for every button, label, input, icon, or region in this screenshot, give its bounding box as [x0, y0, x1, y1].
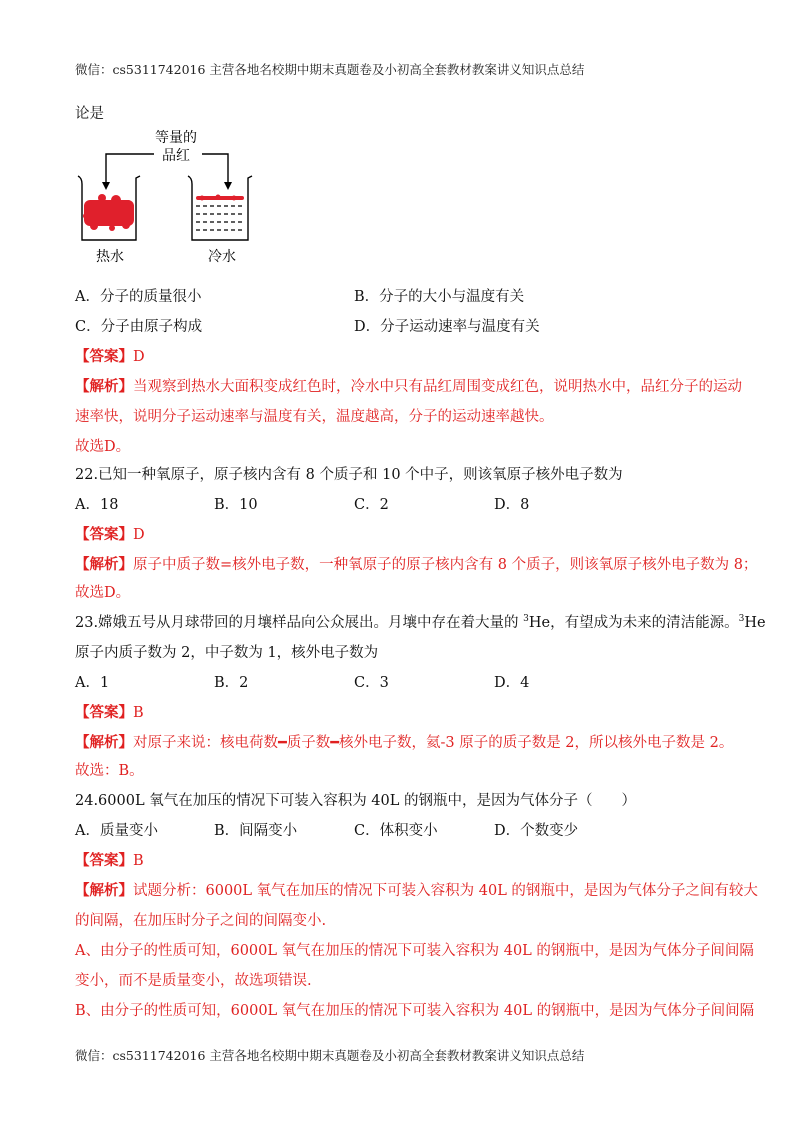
q21-option-c: C．分子由原子构成 [75, 319, 203, 335]
figure-label-line2: 品红 [162, 148, 190, 164]
q24-option-a-explain-line1: A、由分子的性质可知，6000L 氧气在加压的情况下可装入容积为 40L 的钢瓶中，是因为气体分子间间隔 [75, 943, 754, 959]
q23-answer: 【答案】B [75, 704, 144, 721]
answer-value: D [133, 349, 145, 365]
q23-stem-line2: 原子内质子数为 2，中子数为 1，核外电子数为 [75, 645, 379, 661]
q22-analysis: 【解析】原子中质子数=核外电子数，一种氧原子的原子核内含有 8 个质子，则该氧原子核外电子数为 8； [75, 556, 758, 573]
q21-option-d: D．分子运动速率与温度有关 [354, 319, 540, 335]
hot-water-dye [83, 194, 134, 231]
cold-water-lines [196, 206, 244, 230]
q22-stem: 22.已知一种氧原子，原子核内含有 8 个质子和 10 个中子，则该氧原子核外电子数为 [75, 467, 623, 483]
answer-tag: 【答案】 [75, 348, 133, 365]
q21-analysis-line2: 速率快，说明分子运动速率与温度有关，温度越高，分子的运动速率越快。 [75, 409, 554, 425]
q22-conclusion: 故选D。 [75, 585, 131, 601]
q24-analysis-line2: 的间隔，在加压时分子之间的间隔变小. [75, 913, 327, 929]
page-footer: 微信：cs5311742016 主营各地名校期中期末真题卷及小初高全套教材教案讲义知识点总结 [75, 1048, 585, 1063]
q21-conclusion: 故选D。 [75, 439, 131, 455]
q23-option-c: C．3 [354, 675, 389, 691]
q21-option-a: A．分子的质量很小 [75, 289, 202, 305]
q24-option-b-explain-line1: B、由分子的性质可知，6000L 氧气在加压的情况下可装入容积为 40L 的钢瓶中，是因为气体分子间间隔 [75, 1003, 755, 1019]
q23-option-b: B．2 [214, 675, 249, 691]
q24-stem: 24.6000L 氧气在加压的情况下可装入容积为 40L 的钢瓶中，是因为气体分子（ ） [75, 793, 636, 809]
q24-answer: 【答案】B [75, 852, 144, 869]
q24-option-a: A．质量变小 [75, 823, 158, 839]
analysis-tag: 【解析】 [75, 378, 133, 395]
q22-option-a: A．18 [75, 497, 119, 513]
q22-option-b: B．10 [214, 497, 258, 513]
q24-option-d: D．个数变少 [494, 823, 579, 839]
intro-text: 论是 [75, 106, 104, 122]
beaker-figure [72, 128, 272, 272]
q21-option-b: B．分子的大小与温度有关 [354, 289, 525, 305]
q23-conclusion: 故选：B。 [75, 763, 144, 779]
beaker-right-label: 冷水 [208, 249, 236, 265]
q24-option-b: B．间隔变小 [214, 823, 298, 839]
cold-water-dye [196, 195, 244, 201]
figure-label-line1: 等量的 [155, 130, 197, 146]
q24-option-c: C．体积变小 [354, 823, 438, 839]
q21-answer [75, 345, 145, 366]
q22-answer: 【答案】D [75, 526, 145, 543]
beaker-left-label: 热水 [96, 249, 124, 265]
q22-option-d: D．8 [494, 497, 530, 513]
q24-option-a-explain-line2: 变小，而不是质量变小，故选项错误. [75, 973, 312, 989]
page-header: 微信：cs5311742016 主营各地名校期中期末真题卷及小初高全套教材教案讲义知识点总结 [75, 62, 585, 77]
q21-analysis-line1: 【解析】当观察到热水大面积变成红色时，冷水中只有品红周围变成红色，说明热水中，品红分子的运动 [75, 378, 742, 395]
q23-option-d: D．4 [494, 675, 530, 691]
q23-analysis: 【解析】对原子来说：核电荷数━质子数━核外电子数，氦-3 原子的质子数是 2，所以核外电子数是 2。 [75, 734, 734, 751]
q23-stem-line1: 23.嫦娥五号从月球带回的月壤样品向公众展出。月壤中存在着大量的 $^3$He，有望成为未来的清洁能源。$^3$He [75, 614, 766, 631]
q23-option-a: A．1 [75, 675, 110, 691]
q24-analysis-line1: 【解析】试题分析：6000L 氧气在加压的情况下可装入容积为 40L 的钢瓶中，是因为气体分子之间有较大 [75, 882, 758, 899]
q22-option-c: C．2 [354, 497, 389, 513]
